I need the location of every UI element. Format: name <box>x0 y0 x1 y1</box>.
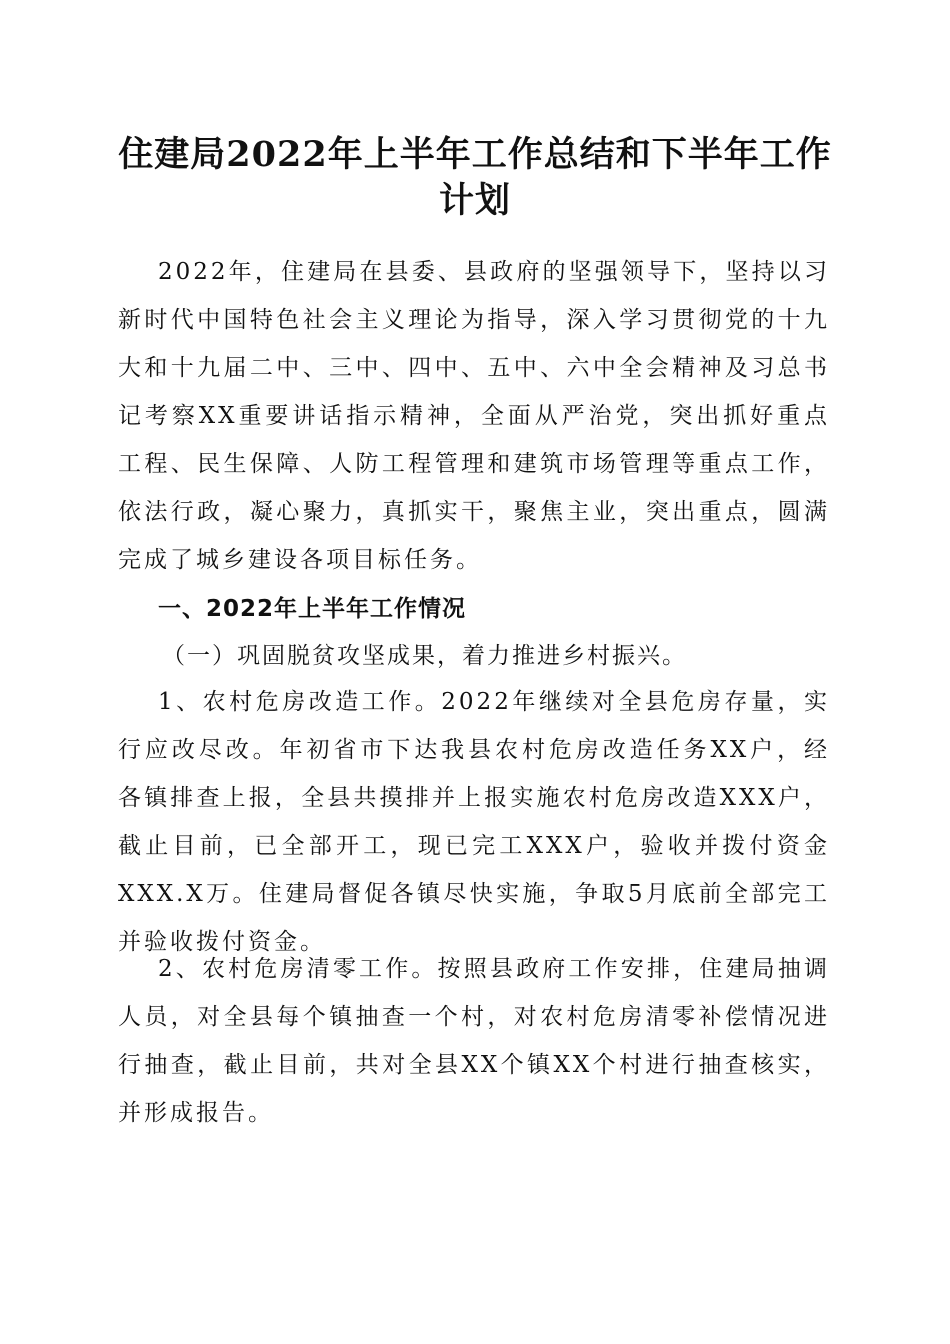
section-heading: 一、2022年上半年工作情况 <box>158 596 467 622</box>
subsection-heading: （一）巩固脱贫攻坚成果，着力推进乡村振兴。 <box>162 643 687 669</box>
item-paragraph-2: 2、农村危房清零工作。按照县政府工作安排，住建局抽调人员，对全县每个镇抽查一个村，对农村危房清零补偿情况进行抽查，截止目前，共对全县XX个镇XX个村进行抽查核实，并形成报告。 <box>118 956 830 1126</box>
item-paragraph-1: 1、农村危房改造工作。2022年继续对全县危房存量，实行应改尽改。年初省市下达我县农村危房改造任务XX户，经各镇排查上报，全县共摸排并上报实施农村危房改造XXX户，截止目前，已全部开工，现已完工XXX户，验收并拨付资金XXX.X万。住建局督促各镇尽快实施，争取5月底前全部完工并验收拨付资金。 <box>118 689 830 955</box>
intro-paragraph: 2022年，住建局在县委、县政府的坚强领导下，坚持以习新时代中国特色社会主义理论为指导，深入学习贯彻党的十九大和十九届二中、三中、四中、五中、六中全会精神及习总书记考察XX重要讲话指示精神，全面从严治党，突出抓好重点工程、民生保障、人防工程管理和建筑市场管理等重点工作，依法行政，凝心聚力，真抓实干，聚焦主业，突出重点，圆满完成了城乡建设各项目标任务。 <box>118 259 830 573</box>
document-title: 住建局2022年上半年工作总结和下半年工作计划 <box>118 134 832 221</box>
